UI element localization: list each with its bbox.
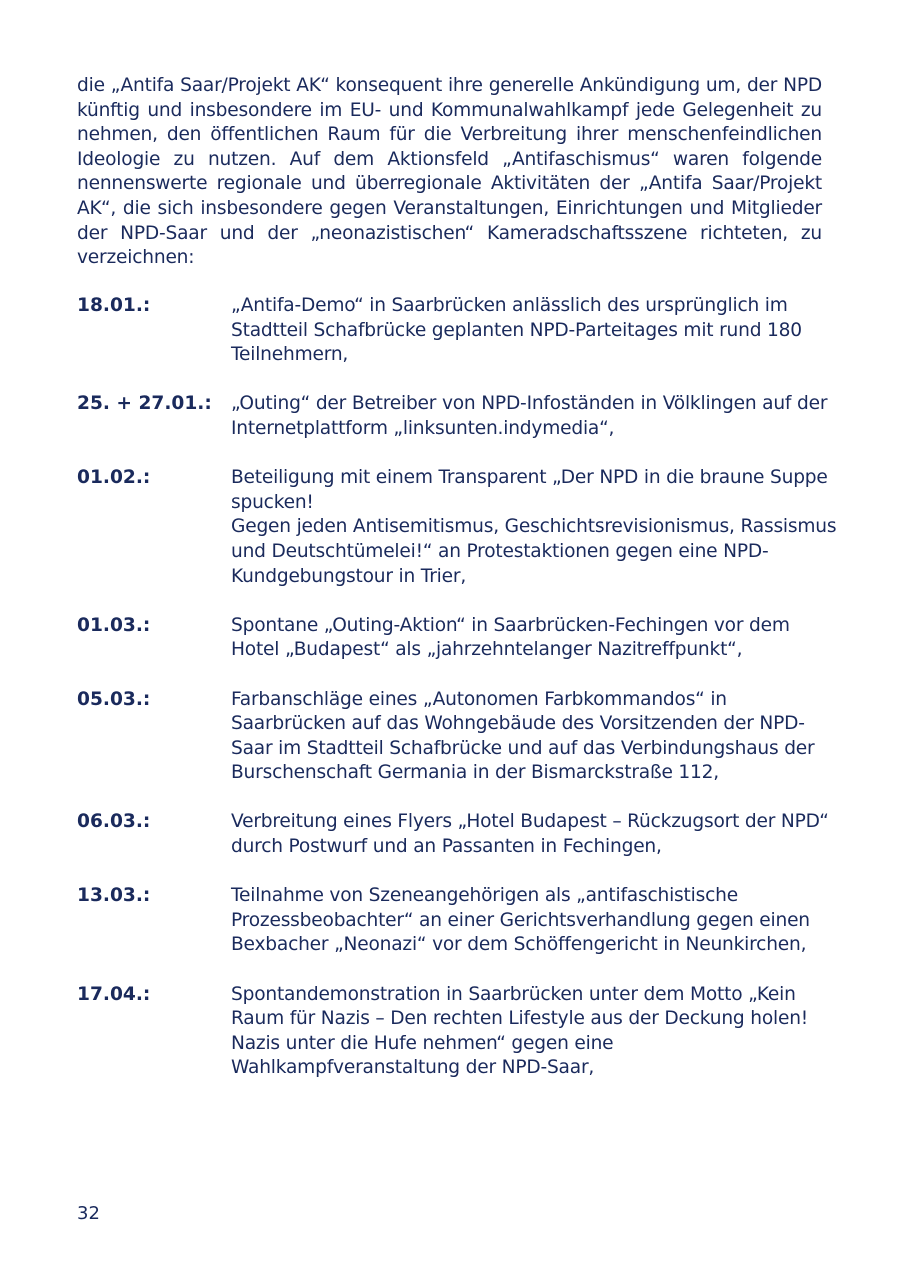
chronology-entry (77, 983, 837, 1081)
chronology-entry (77, 294, 837, 368)
chronology-entry (77, 392, 837, 441)
entry-text (231, 688, 837, 786)
entry-text (231, 294, 837, 368)
page-number: 32 (77, 1203, 100, 1224)
entry-text-line: Verbreitung eines Flyers „Hotel Budapest – Rückzugsort der NPD“ durch Postwurf und an Passanten in Fechingen, (231, 811, 829, 858)
chronology-list (77, 294, 837, 1106)
chronology-entry (77, 810, 837, 859)
entry-text (231, 392, 837, 441)
entry-text-line: „Antifa-Demo“ in Saarbrücken anlässlich des ursprünglich im Stadtteil Schafbrücke geplanten NPD-Parteitages mit rund 180 Teilnehmern, (231, 295, 802, 366)
entry-text-line: Gegen jeden Antisemitismus, Geschichtsrevisionismus, Rassismus und Deutschtümelei!“ an Protestaktionen gegen eine NPD-Kundgebungstour in Trier, (231, 516, 837, 587)
entry-text-line: Beteiligung mit einem Transparent „Der NPD in die braune Suppe spucken! (231, 467, 828, 513)
entry-date: 01.02.: (77, 467, 151, 489)
entry-date: 13.03.: (77, 885, 151, 907)
chronology-entry (77, 884, 837, 958)
entry-date: 06.03.: (77, 811, 151, 833)
chronology-entry (77, 688, 837, 786)
entry-date: 18.01.: (77, 295, 151, 316)
entry-text (231, 466, 837, 589)
entry-text-line: Farbanschläge eines „Autonomen Farbkommandos“ in Saarbrücken auf das Wohngebäude des Vorsitzenden der NPD-Saar im Stadtteil Schafbrücke und auf das Verbindungshaus der Burschenschaft Germania in der Bismarckstraße 112, (231, 688, 815, 784)
entry-text (231, 810, 837, 859)
entry-text (231, 614, 837, 663)
entry-text-line: Spontandemonstration in Saarbrücken unter dem Motto „Kein Raum für Nazis – Den rechten Lifestyle aus der Deckung holen! Nazis unter die Hufe nehmen“ gegen eine Wahlkampfveranstaltung der NPD-Saar, (231, 983, 809, 1079)
entry-date: 01.03.: (77, 614, 151, 636)
entry-text-line: Spontane „Outing-Aktion“ in Saarbrücken-Fechingen vor dem Hotel „Budapest“ als „jahrzehntelanger Nazitreffpunkt“, (231, 614, 790, 661)
entry-text (231, 983, 837, 1081)
chronology-entry (77, 614, 837, 663)
entry-date: 05.03.: (77, 688, 151, 710)
entry-text-line: „Outing“ der Betreiber von NPD-Infoständen in Völklingen auf der Internetplattform „linksunten.indymedia“, (231, 393, 828, 439)
entry-text (231, 884, 837, 958)
entry-text-line: Teilnahme von Szeneangehörigen als „antifaschistische Prozessbeobachter“ an einer Gerichtsverhandlung gegen einen Bexbacher „Neonazi“ vor dem Schöffengericht in Neunkirchen, (231, 885, 810, 956)
chronology-entry (77, 466, 837, 589)
entry-date: 17.04.: (77, 983, 151, 1005)
intro-paragraph: die „Antifa Saar/Projekt AK“ konsequent ihre generelle Ankündigung um, der NPD künftig und insbesondere im EU- und Kommunalwahlkampf jede Gelegenheit zu nehmen, den öffentlichen Raum für die Verbreitung ihrer menschenfeindlichen Ideologie zu nutzen. Auf dem Aktionsfeld „Antifaschismus“ waren folgende nennenswerte regionale und überregionale Aktivitäten der „Antifa Saar/Projekt AK“, die sich insbesondere gegen Veranstaltungen, Einrichtungen und Mitglieder der NPD-Saar und der „neonazistischen“ Kameradschaftsszene richteten, zu verzeichnen: (77, 75, 822, 269)
entry-date: 25. + 27.01.: (77, 393, 212, 415)
